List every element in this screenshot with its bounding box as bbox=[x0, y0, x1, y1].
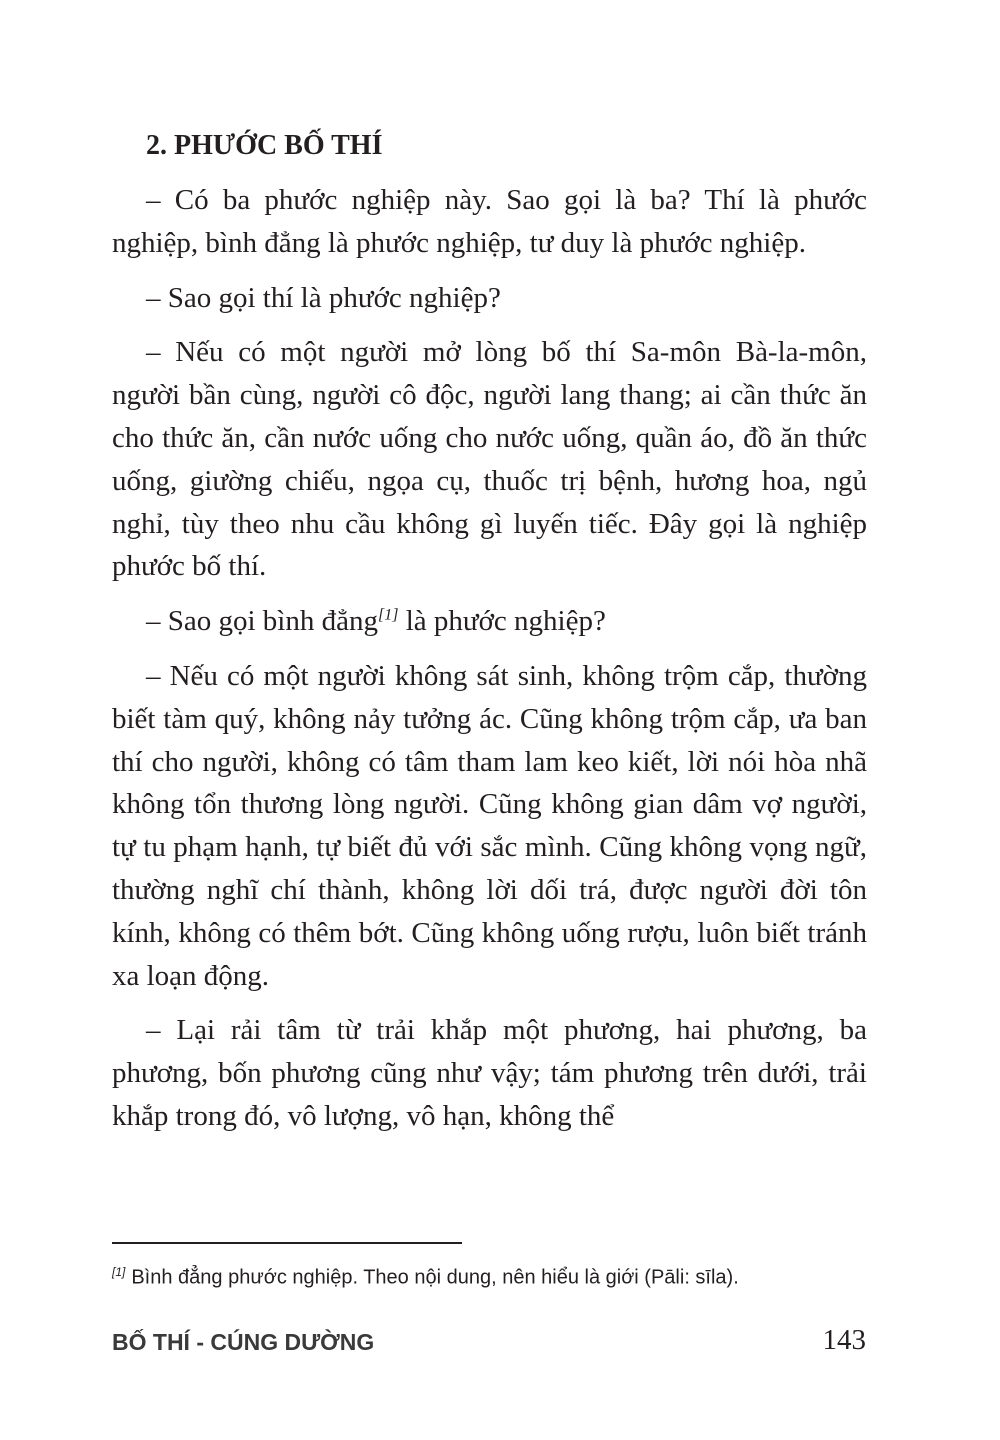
paragraph-5: – Nếu có một người không sát sinh, không trộm cắp, thường biết tàm quý, không nảy tưởng ác. Cũng không trộm cắp, ưa ban thí cho người, không có tâm tham lam keo kiết, lời nói hòa nhã không tổn thương lòng người. Cũng không gian dâm vợ người, tự tu phạm hạnh, tự biết đủ với sắc mình. Cũng không vọng ngữ, thường nghĩ chí thành, không lời dối trá, được người đời tôn kính, không có thêm bớt. Cũng không uống rượu, luôn biết tránh xa loạn động. bbox=[112, 659, 867, 992]
page-number: 143 bbox=[822, 1324, 866, 1356]
paragraph-2: – Sao gọi thí là phước nghiệp? bbox=[146, 281, 501, 314]
paragraph-1: – Có ba phước nghiệp này. Sao gọi là ba? Thí là phước nghiệp, bình đẳng là phước nghiệp, tư duy là phước nghiệp. bbox=[112, 184, 867, 259]
paragraph-6: – Lại rải tâm từ trải khắp một phương, hai phương, ba phương, bốn phương cũng như vậy; tám phương trên dưới, trải khắp trong đó, vô lượng, vô hạn, không thể bbox=[112, 1014, 867, 1132]
footnote-text: Bình đẳng phước nghiệp. Theo nội dung, nên hiểu là giới (Pāli: sīla). bbox=[131, 1266, 739, 1289]
footnote bbox=[112, 1258, 872, 1292]
section-title: 2. PHƯỚC BỐ THÍ bbox=[146, 130, 383, 161]
running-footer-title: BỐ THÍ - CÚNG DƯỜNG bbox=[112, 1329, 375, 1355]
paragraph-4-text-end: là phước nghiệp? bbox=[398, 605, 606, 638]
footnote-reference[interactable]: [1] bbox=[378, 606, 399, 624]
paragraph-4-text: – Sao gọi bình đẳng bbox=[146, 605, 378, 638]
paragraph-4 bbox=[112, 600, 867, 643]
page-body bbox=[112, 124, 867, 1138]
paragraph-3: – Nếu có một người mở lòng bố thí Sa-môn Bà-la-môn, người bần cùng, người cô độc, người lang thang; ai cần thức ăn cho thức ăn, cần nước uống cho nước uống, quần áo, đồ ăn thức uống, giường chiếu, ngọa cụ, thuốc trị bệnh, hương hoa, ngủ nghỉ, tùy theo nhu cầu không gì luyến tiếc. Đây gọi là nghiệp phước bố thí. bbox=[112, 336, 867, 583]
footnote-marker: [1] bbox=[112, 1265, 126, 1279]
footnote-divider bbox=[112, 1242, 462, 1244]
